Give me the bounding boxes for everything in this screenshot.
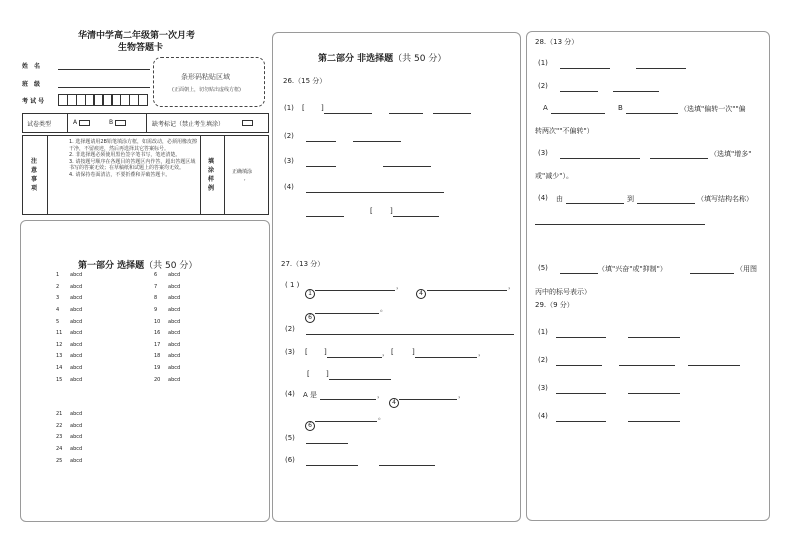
q26-4-bracket-open: [ (370, 207, 373, 215)
q26-1-blank-a[interactable] (324, 113, 372, 114)
q27-3-comma-2: ， (478, 349, 485, 357)
q26-2-blank-a[interactable] (306, 141, 336, 142)
q27-1-comma: ， (396, 282, 403, 290)
q26-bracket-open: [ (302, 104, 305, 112)
q27-circle-1: 1 (305, 280, 315, 299)
part2-title-text: 第二部分 非选择题 (318, 54, 394, 64)
q28-4-blank-a[interactable] (566, 203, 624, 204)
choice-row[interactable]: 20 abcd (154, 376, 181, 383)
q28-b-label: B (618, 104, 623, 112)
choice-row[interactable]: 11 abcd (56, 330, 83, 336)
q28-from: 由 (556, 195, 563, 203)
choice-row[interactable]: 16 abcd (154, 330, 181, 336)
q26-l4: (4) (284, 183, 294, 191)
q27-3-blank-a[interactable] (327, 357, 382, 358)
q26-3-blank-a[interactable] (306, 166, 336, 167)
q26-4-blank-a[interactable] (306, 192, 444, 193)
choice-row[interactable]: 14 abcd (56, 365, 83, 372)
q27-l3: (3) (285, 348, 295, 356)
q26-l2: (2) (284, 132, 294, 140)
choice-row[interactable]: 19 abcd (154, 365, 181, 372)
q28-l3: (3) (538, 149, 548, 157)
q29-4-blank-b[interactable] (628, 421, 680, 422)
q28-5-blank-b[interactable] (690, 273, 734, 274)
q27-l2: (2) (285, 325, 295, 333)
q28-3-blank-b[interactable] (650, 158, 708, 159)
q27-4-blank-b[interactable] (399, 399, 457, 400)
notes-divider-1 (47, 135, 48, 215)
option-a-label: A (73, 119, 78, 126)
q27-4-blank-c[interactable] (315, 421, 377, 422)
q28-choose2: （选填"增多" (710, 150, 752, 158)
choice-row[interactable]: 9 abcd (154, 307, 181, 314)
q27-1-comma-2: ， (508, 282, 515, 290)
choice-row[interactable]: 13 abcd (56, 353, 83, 360)
q26-3-blank-b[interactable] (383, 166, 431, 167)
q26-l3: (3) (284, 157, 294, 165)
choice-row[interactable]: 6 abcd (154, 272, 181, 278)
q26-4-bracket-close: ] (390, 207, 393, 215)
q27-3-blank-b[interactable] (415, 357, 477, 358)
choice-row[interactable]: 8 abcd (154, 295, 181, 302)
q27-3-bracket-open-2: [ (391, 348, 394, 356)
choice-row[interactable]: 2 abcd (56, 283, 83, 290)
q28-5-blank-a[interactable] (560, 273, 598, 274)
q27-4-comma: ， (377, 391, 384, 399)
name-field[interactable] (58, 69, 150, 70)
choice-row[interactable]: 10 abcd (154, 318, 181, 325)
card-subtitle: 生物答题卡 (118, 43, 164, 53)
q27-circle-6: 6 (305, 304, 315, 323)
barcode-area (153, 57, 265, 107)
barcode-note: (正面朝上，切勿贴出虚线方框) (172, 87, 241, 93)
q29-l2: (2) (538, 356, 548, 364)
q27-l1: ( 1 ) (285, 281, 300, 289)
notes-label: 注意事项 (31, 158, 38, 192)
q27-4-period: 。 (378, 413, 385, 421)
notes-list (69, 139, 197, 179)
q26-4-blank-c[interactable] (393, 216, 439, 217)
option-a-box[interactable] (79, 120, 90, 126)
q27-head: 27.（13 分） (281, 260, 325, 268)
q28-1-blank-b[interactable] (636, 68, 686, 69)
q27-1-blank-b[interactable] (427, 290, 507, 291)
q27-3-blank-c[interactable] (329, 379, 391, 380)
q29-head: 29.（9 分） (535, 301, 574, 309)
class-label: 班 级 (22, 81, 41, 88)
q26-1-blank-b[interactable] (389, 113, 423, 114)
q27-3-bracket-open-1: [ (305, 348, 308, 356)
q28-to: 到 (627, 195, 634, 203)
choice-row[interactable]: 7 abcd (154, 283, 181, 290)
q28-4-blank-b[interactable] (637, 203, 695, 204)
choice-group-4 (154, 328, 180, 387)
choice-group-2 (154, 270, 180, 329)
paper-type-divider (67, 113, 68, 133)
option-b-box[interactable] (115, 120, 126, 126)
q27-l4: (4) (285, 390, 295, 398)
q28-l5: (5) (538, 264, 548, 272)
q28-l2: (2) (538, 82, 548, 90)
q28-l1: (1) (538, 59, 548, 67)
choice-group-1 (56, 270, 82, 329)
q27-3-bracket-close-1: ] (324, 348, 327, 356)
q27-1-blank-c[interactable] (315, 313, 379, 314)
q26-4-blank-b[interactable] (306, 216, 344, 217)
q28-fig-hint2: 丙中的标号表示） (535, 288, 591, 296)
q28-3-blank-a[interactable] (560, 158, 640, 159)
choice-row[interactable]: 24 abcd (56, 446, 83, 453)
q29-3-blank-b[interactable] (628, 393, 680, 394)
q28-l4: (4) (538, 194, 548, 202)
note-item-4: 4. 请保持卷面清洁，不要折叠和弄破答题卡。 (69, 171, 171, 178)
correct-fill-label: 正确填涂 (232, 169, 253, 175)
q27-6-blank-a[interactable] (306, 465, 358, 466)
choice-row[interactable]: 3 abcd (56, 295, 83, 302)
q27-4-a-is: A 是 (303, 391, 318, 399)
name-label: 姓 名 (22, 63, 41, 70)
choice-group-5 (56, 409, 82, 468)
q29-1-blank-b[interactable] (628, 337, 680, 338)
q29-l1: (1) (538, 328, 548, 336)
q28-head: 28.（13 分） (535, 38, 579, 46)
exam-no-boxes[interactable] (58, 94, 148, 106)
barcode-title: 条形码粘贴区域 (181, 73, 230, 81)
q28-a-label: A (543, 104, 548, 112)
note-item-1: 1. 选择题请用2B铅笔填涂方框，如需改动，必须用橡皮擦干净，不留痕迹，然后再选择其它答案标号。 (69, 139, 197, 152)
q28-2-blank-b[interactable] (613, 91, 659, 92)
q26-1-blank-c[interactable] (433, 113, 471, 114)
q28-structure: （填写结构名称） (697, 195, 753, 203)
q29-2-blank-b[interactable] (619, 365, 675, 366)
choice-row[interactable]: 5 abcd (56, 318, 83, 325)
q27-1-blank-a[interactable] (315, 290, 395, 291)
q28-fill-hint: （填"兴奋"或"抑制"） (598, 265, 667, 273)
q27-4-comma-2: ， (458, 391, 465, 399)
q29-l3: (3) (538, 384, 548, 392)
q27-6-blank-b[interactable] (379, 465, 435, 466)
choice-group-3 (56, 328, 82, 387)
q26-2-blank-b[interactable] (353, 141, 401, 142)
q29-2-blank-c[interactable] (688, 365, 740, 366)
q27-circle-4: 4 (416, 280, 426, 299)
notes-divider-2 (200, 135, 201, 215)
choice-row[interactable]: 22 abcd (56, 422, 83, 429)
q27-3-comma: ， (382, 349, 389, 357)
q27-3-bracket-close-3: ] (326, 370, 329, 378)
q27-l6: (6) (285, 456, 295, 464)
option-b-label: B (109, 119, 114, 126)
choice-row[interactable]: 17 abcd (154, 341, 181, 348)
part2-title (318, 51, 446, 64)
q27-4-circle-6: 6 (305, 412, 315, 431)
q28-fig-hint: （用图 (736, 265, 757, 273)
part1-title-text: 第一部分 选择题 (78, 261, 145, 271)
q28-2-blank-a[interactable] (560, 91, 598, 92)
absent-divider (146, 113, 147, 133)
q26-head: 26.（15 分） (283, 77, 327, 85)
q27-3-bracket-open-3: [ (307, 370, 310, 378)
q29-1-blank-a[interactable] (556, 337, 606, 338)
part1-score: （共 50 分） (144, 261, 198, 271)
notes-divider-3 (224, 135, 225, 215)
q28-a-blank[interactable] (551, 113, 605, 114)
fill-example-label: 填涂样例 (208, 158, 215, 192)
q26-bracket-close: ] (321, 104, 324, 112)
part2-score: （共 50 分） (393, 54, 447, 64)
q26-l1: (1) (284, 104, 294, 112)
choice-row[interactable]: 1 abcd (56, 272, 83, 278)
q28-1-blank-a[interactable] (560, 68, 610, 69)
note-item-2: 2. 非选择题必须使用黑色签字笔书写，笔迹清楚。 (69, 152, 181, 159)
exam-title: 华清中学高二年级第一次月考 (78, 31, 196, 41)
paper-type-label: 试卷类型 (27, 121, 52, 128)
choice-row[interactable]: 18 abcd (154, 353, 181, 360)
choice-row[interactable]: 4 abcd (56, 307, 83, 314)
q28-4-blank-c[interactable] (535, 224, 705, 225)
choice-row[interactable]: 21 abcd (56, 411, 83, 417)
exam-no-label: 考 试 号 (22, 98, 45, 105)
absent-box[interactable] (242, 120, 253, 126)
q29-2-blank-a[interactable] (556, 365, 602, 366)
class-field[interactable] (58, 87, 150, 88)
choice-row[interactable]: 25 abcd (56, 457, 83, 464)
q27-5-blank[interactable] (306, 443, 348, 444)
absent-label: 缺考标记（禁止考生填涂） (152, 121, 225, 128)
q28-choose1: （选填"偏转一次""偏 (680, 105, 746, 113)
q28-b-blank[interactable] (626, 113, 678, 114)
q27-4-circle-4: 4 (389, 389, 399, 408)
choice-row[interactable]: 15 abcd (56, 376, 83, 383)
q29-3-blank-a[interactable] (556, 393, 606, 394)
q29-l4: (4) (538, 412, 548, 420)
q28-choose1b: 转两次""不偏转"） (535, 127, 594, 135)
q29-4-blank-a[interactable] (556, 421, 606, 422)
choice-row[interactable]: 12 abcd (56, 341, 83, 348)
q27-3-bracket-close-2: ] (412, 348, 415, 356)
q27-1-period: 。 (380, 305, 387, 313)
note-item-3: 3. 请按题号顺序在各题目的答题区内作答，超出答题区域书写的答案无效；在草稿纸和试题上的答案均无效。 (69, 158, 196, 172)
correct-fill-mark: , (244, 176, 246, 182)
q28-choose2b: 或"减少"）。 (535, 172, 573, 180)
choice-row[interactable]: 23 abcd (56, 434, 83, 441)
q27-2-blank[interactable] (306, 334, 514, 335)
q27-4-blank-a[interactable] (320, 399, 376, 400)
q27-l5: (5) (285, 434, 295, 442)
part2-panel (272, 32, 521, 522)
